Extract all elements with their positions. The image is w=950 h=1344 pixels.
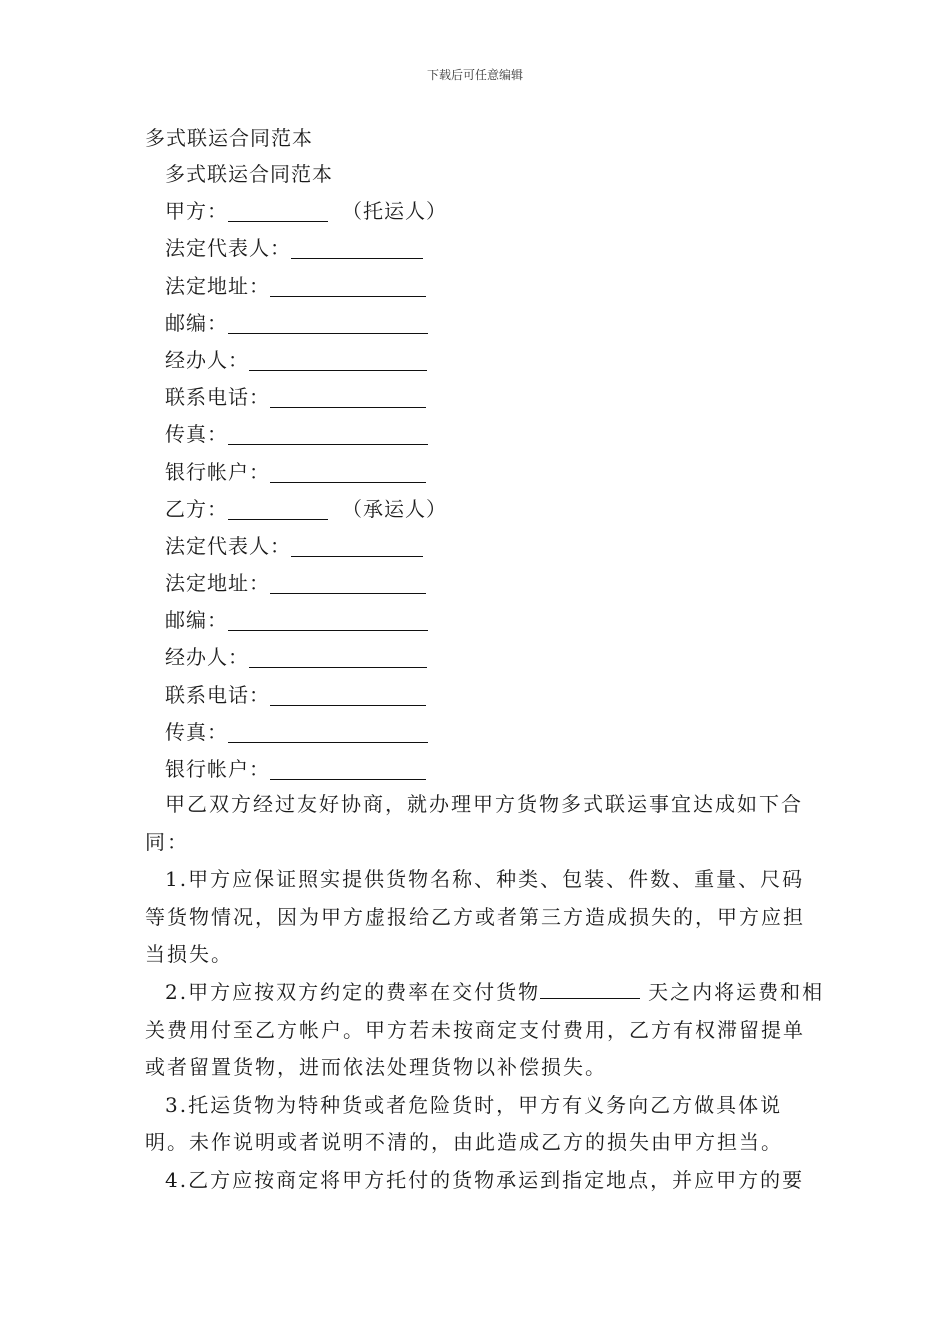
field-label: 法定代表人： [165,533,291,558]
field-label: 甲方： [165,199,228,224]
field-blank[interactable] [249,344,427,371]
field-row [165,602,447,639]
field-label: 传真： [165,719,228,744]
field-row [165,230,447,267]
document-title: 多式联运合同范本 [145,126,313,150]
field-blank[interactable] [249,641,427,668]
field-blank[interactable] [270,381,426,408]
field-blank[interactable] [228,195,328,222]
field-label: 经办人： [165,347,249,372]
clause-1: 1.甲方应保证照实提供货物名称、种类、包装、件数、重量、尺码等货物情况，因为甲方虚报给乙方或者第三方造成损失的，甲方应担当损失。 [145,867,805,967]
field-row [165,156,447,193]
field-label: 银行帐户： [165,757,270,781]
clause-2-text-b: 天之内将运费和相关费用付至乙方帐户。甲方若未按商定支付费用，乙方有权滞留提单或者留置货物，进而依法处理货物以补偿损失。 [145,979,825,1080]
field-label: 法定代表人： [165,236,291,261]
field-label: 邮编： [165,608,228,633]
field-blank[interactable] [228,307,428,334]
field-label: 联系电话： [165,682,270,707]
clause-3: 3.托运货物为特种货或者危险货时，甲方有义务向乙方做具体说明。未作说明或者说明不清的，由此造成乙方的损失由甲方担当。 [145,1092,783,1155]
clause-2-text-a: 2.甲方应按双方约定的费率在交付货物 [165,979,541,1004]
field-label: 联系电话： [165,385,270,410]
intro-paragraph: 甲乙双方经过友好协商，就办理甲方货物多式联运事宜达成如下合同： [145,792,803,854]
party-fields [165,156,447,788]
field-blank[interactable] [270,456,426,483]
contract-body [145,786,825,1200]
field-row [165,454,447,491]
field-blank[interactable] [228,418,428,445]
field-blank[interactable] [270,753,426,780]
field-blank[interactable] [228,716,428,743]
header-note: 下载后可任意编辑 [426,68,523,82]
field-blank[interactable] [228,604,428,631]
field-label: 多式联运合同范本 [165,162,333,186]
clause-2 [145,974,825,1087]
field-row [165,751,447,788]
field-row [165,639,447,676]
clause-4: 4.乙方应按商定将甲方托付的货物承运到指定地点，并应甲方的要 [165,1167,805,1192]
field-blank[interactable] [270,270,426,297]
field-row [165,528,447,565]
field-label: 经办人： [165,645,249,670]
field-label: 传真： [165,422,228,447]
field-label: 邮编： [165,310,228,335]
field-blank[interactable] [270,567,426,594]
field-row [165,268,447,305]
field-label: 法定地址： [165,571,270,596]
field-label: 乙方： [165,496,228,521]
field-row [165,491,447,528]
field-label: 法定地址： [165,273,270,298]
field-row [165,416,447,453]
field-row [165,342,447,379]
field-note: （承运人） [342,496,447,521]
field-label: 银行帐户： [165,459,270,484]
field-row [165,565,447,602]
field-blank[interactable] [228,493,328,520]
field-blank[interactable] [291,232,423,259]
field-row [165,714,447,751]
field-blank[interactable] [291,530,423,557]
field-note: （托运人） [342,199,447,224]
field-row [165,677,447,714]
field-row [165,305,447,342]
field-row [165,379,447,416]
days-blank[interactable] [540,976,640,999]
field-blank[interactable] [270,679,426,706]
field-row [165,193,447,230]
